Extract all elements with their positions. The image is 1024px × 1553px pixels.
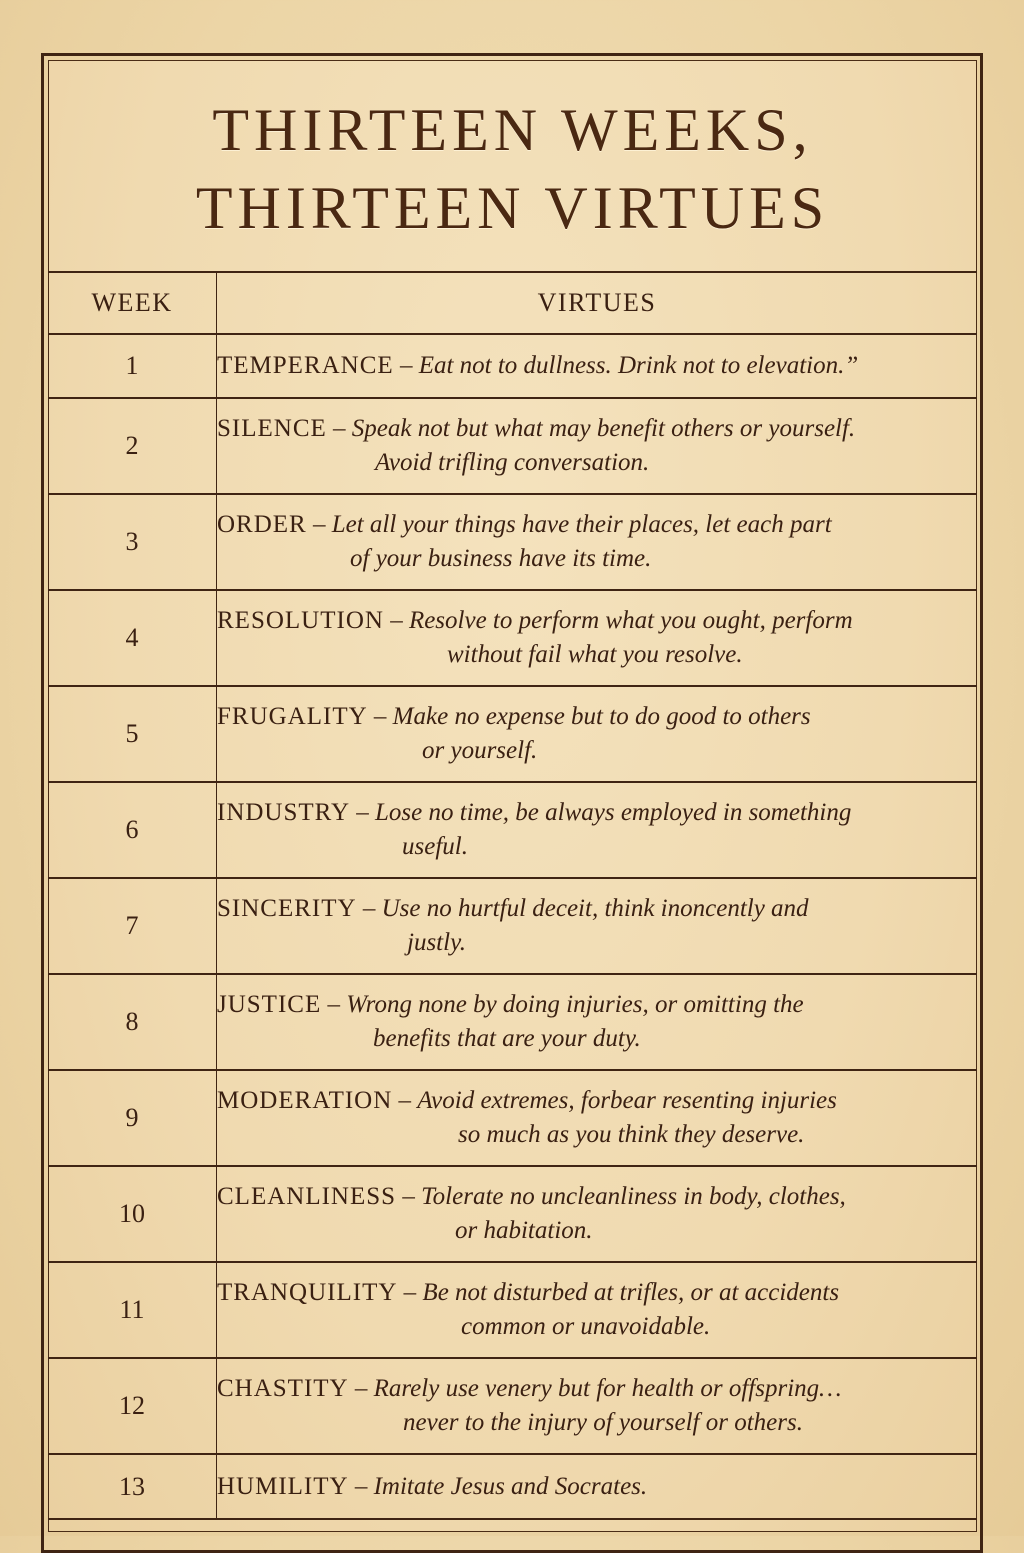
- virtue-description: Use no hurtful deceit, think inoncently and: [381, 895, 809, 922]
- virtue-description: Lose no time, be always employed in something: [375, 799, 852, 826]
- table-row-week-13: [48, 1454, 977, 1519]
- virtue-name: RESOLUTION: [217, 607, 384, 634]
- virtue-entry: [217, 700, 977, 768]
- table-row-week-5: [48, 686, 977, 782]
- virtue-description: Speak not but what may benefit others or yourself.: [351, 415, 856, 442]
- table-row-week-11: [48, 1262, 977, 1358]
- virtue-dash: –: [326, 415, 352, 442]
- table-row-week-12: [48, 1358, 977, 1454]
- virtue-description-continuation: never to the injury of yourself or others.: [403, 1409, 803, 1436]
- virtue-dash: –: [321, 991, 347, 1018]
- week-number: 6: [48, 782, 217, 878]
- virtue-name: SINCERITY: [217, 895, 357, 922]
- virtue-entry: [217, 1180, 977, 1248]
- virtue-dash: –: [392, 1087, 418, 1114]
- virtue-description: Avoid extremes, forbear resenting injuries: [417, 1087, 837, 1114]
- virtue-dash: –: [356, 895, 382, 922]
- week-number: 10: [48, 1166, 217, 1262]
- virtue-name: JUSTICE: [217, 991, 322, 1018]
- column-header-virtues: VIRTUES: [217, 272, 978, 334]
- virtue-entry: [217, 1084, 977, 1152]
- virtue-name: TEMPERANCE: [217, 352, 394, 379]
- virtue-description-continuation: of your business have its time.: [350, 545, 652, 572]
- virtue-description-continuation: so much as you think they deserve.: [458, 1121, 805, 1148]
- title-line-2: THIRTEEN VIRTUES: [195, 175, 830, 241]
- week-number: 1: [48, 334, 217, 398]
- virtue-entry: [217, 1470, 977, 1504]
- virtue-name: INDUSTRY: [217, 799, 351, 826]
- virtue-entry: [217, 604, 977, 672]
- virtue-name: HUMILITY: [217, 1472, 349, 1500]
- table-row-week-6: [48, 782, 977, 878]
- virtue-description: Tolerate no uncleanliness in body, clothes,: [421, 1183, 846, 1210]
- virtue-entry: [217, 988, 977, 1056]
- virtue-name: CLEANLINESS: [217, 1183, 397, 1210]
- virtues-table: [48, 271, 977, 1520]
- virtue-entry: [217, 796, 977, 864]
- week-number: 7: [48, 878, 217, 974]
- week-number: 8: [48, 974, 217, 1070]
- week-number: 4: [48, 590, 217, 686]
- virtue-description: Be not disturbed at trifles, or at accidents: [422, 1279, 840, 1306]
- table-row-week-10: [48, 1166, 977, 1262]
- virtue-name: TRANQUILITY: [217, 1279, 398, 1306]
- virtue-cell: [217, 1166, 978, 1262]
- table-row-week-7: [48, 878, 977, 974]
- virtue-dash: –: [397, 1279, 423, 1306]
- virtue-description: Eat not to dullness. Drink not to elevation.”: [418, 352, 859, 379]
- virtue-entry: [217, 1276, 977, 1344]
- virtue-description: Wrong none by doing injuries, or omitting the: [346, 991, 804, 1018]
- virtue-entry: [217, 1372, 977, 1440]
- table-row-week-2: [48, 398, 977, 494]
- virtue-description-continuation: common or unavoidable.: [461, 1313, 711, 1340]
- title-line-1: THIRTEEN WEEKS,: [212, 97, 813, 163]
- virtue-dash: –: [393, 352, 419, 379]
- table-row-week-4: [48, 590, 977, 686]
- column-header-week: WEEK: [48, 272, 217, 334]
- virtue-cell: [217, 686, 978, 782]
- virtue-cell: [217, 334, 978, 398]
- virtue-description-continuation: Avoid trifling conversation.: [375, 449, 650, 476]
- virtue-entry: [217, 892, 977, 960]
- virtue-dash: –: [348, 1472, 374, 1500]
- table-row-week-8: [48, 974, 977, 1070]
- virtue-cell: [217, 590, 978, 686]
- virtue-description-continuation: without fail what you resolve.: [447, 641, 743, 668]
- virtue-cell: [217, 1454, 978, 1519]
- week-number: 5: [48, 686, 217, 782]
- virtue-name: ORDER: [217, 511, 307, 538]
- virtue-description: Let all your things have their places, let each part: [331, 511, 832, 538]
- virtue-dash: –: [350, 799, 376, 826]
- virtue-name: SILENCE: [217, 415, 327, 442]
- virtue-dash: –: [306, 511, 332, 538]
- week-number: 11: [48, 1262, 217, 1358]
- virtue-cell: [217, 974, 978, 1070]
- virtue-cell: [217, 1070, 978, 1166]
- table-row-week-9: [48, 1070, 977, 1166]
- week-number: 9: [48, 1070, 217, 1166]
- virtue-description-continuation: useful.: [402, 833, 468, 860]
- virtue-description-continuation: benefits that are your duty.: [373, 1025, 641, 1052]
- virtue-entry: [217, 508, 977, 576]
- virtue-dash: –: [383, 607, 409, 634]
- table-header-row: [48, 272, 977, 334]
- virtue-description: Resolve to perform what you ought, perform: [408, 607, 853, 634]
- virtue-name: FRUGALITY: [217, 703, 368, 730]
- virtue-description-continuation: or habitation.: [455, 1217, 593, 1244]
- virtue-cell: [217, 494, 978, 590]
- table-row-week-1: [48, 334, 977, 398]
- virtue-description-continuation: or yourself.: [422, 737, 538, 764]
- page-title: [48, 60, 977, 272]
- virtue-dash: –: [396, 1183, 422, 1210]
- virtue-cell: [217, 1262, 978, 1358]
- virtue-description: Make no expense but to do good to others: [392, 703, 811, 730]
- virtue-entry: [217, 412, 977, 480]
- virtue-description: Imitate Jesus and Socrates.: [373, 1472, 648, 1500]
- virtue-cell: [217, 878, 978, 974]
- virtue-dash: –: [367, 703, 393, 730]
- virtue-cell: [217, 782, 978, 878]
- virtue-cell: [217, 398, 978, 494]
- virtue-dash: –: [348, 1375, 374, 1402]
- week-number: 12: [48, 1358, 217, 1454]
- virtue-description: Rarely use venery but for health or offspring…: [373, 1375, 842, 1402]
- virtue-description-continuation: justly.: [407, 929, 467, 956]
- table-row-week-3: [48, 494, 977, 590]
- virtue-entry: [217, 349, 977, 383]
- virtue-name: MODERATION: [217, 1087, 393, 1114]
- virtue-cell: [217, 1358, 978, 1454]
- week-number: 3: [48, 494, 217, 590]
- week-number: 13: [48, 1454, 217, 1519]
- week-number: 2: [48, 398, 217, 494]
- virtue-name: CHASTITY: [217, 1375, 349, 1402]
